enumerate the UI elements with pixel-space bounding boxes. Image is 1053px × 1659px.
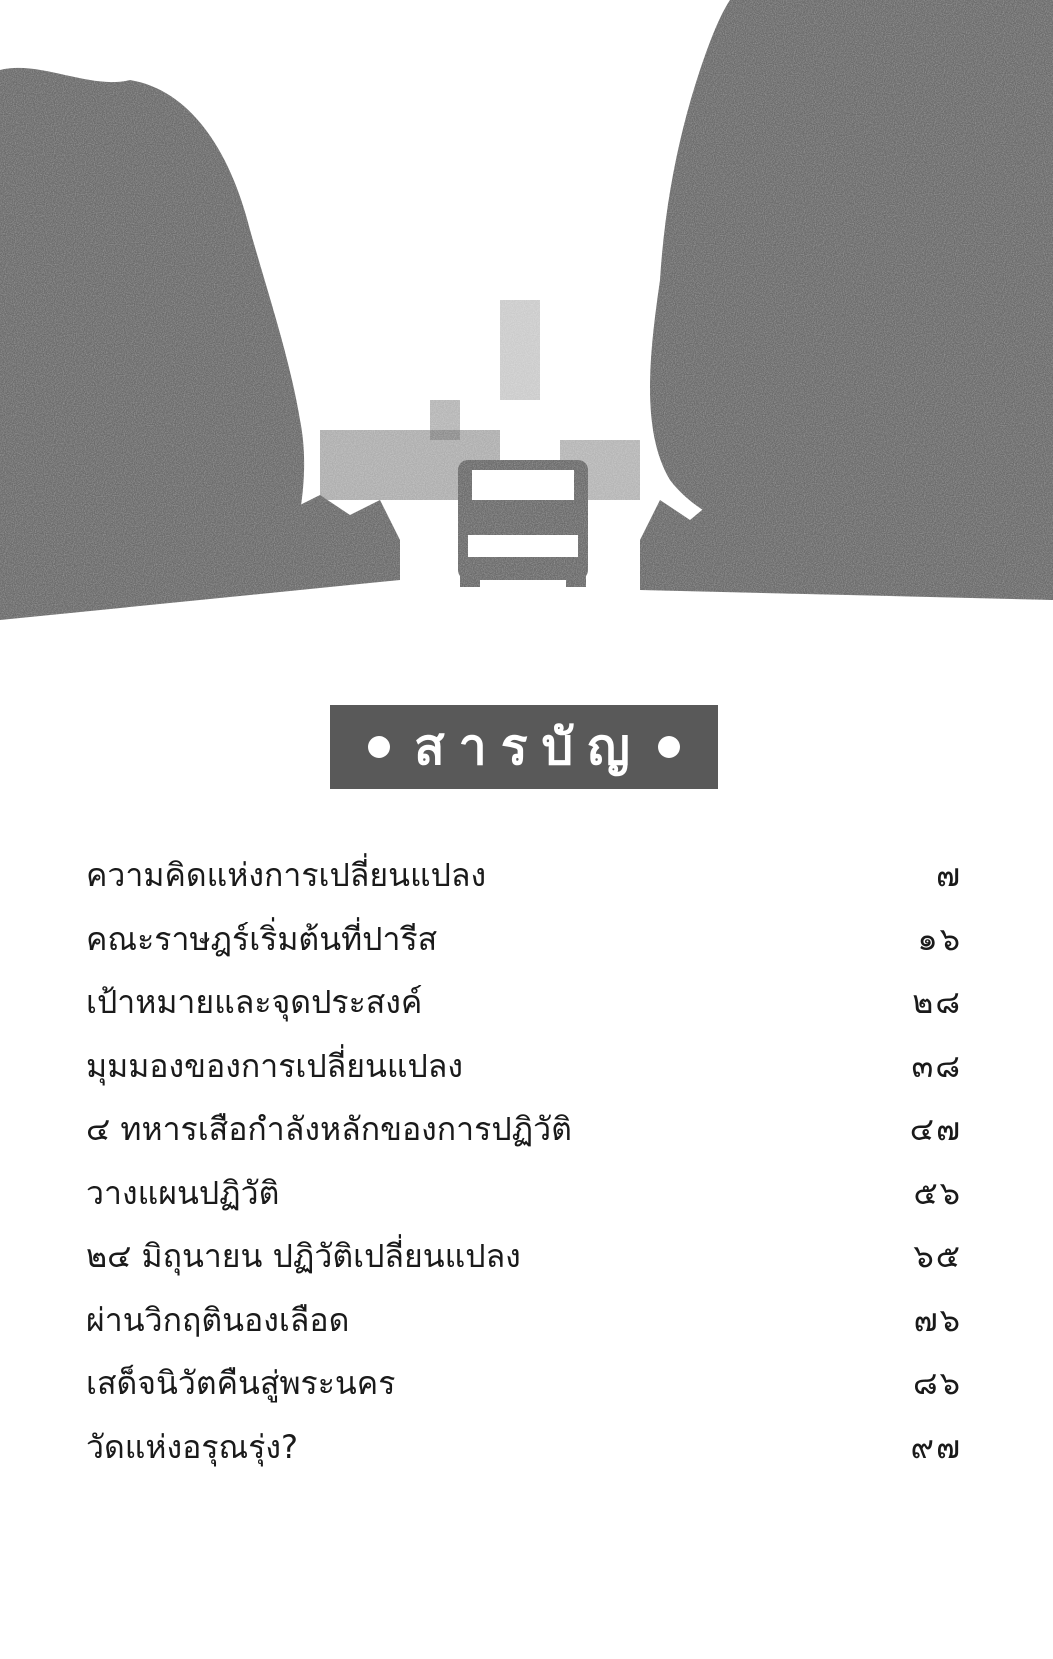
toc-entry <box>86 850 962 914</box>
toc-entry <box>86 1041 962 1105</box>
toc-title: วางแผนปฏิวัติ <box>86 1173 280 1212</box>
toc-page-number: ๒๘ <box>912 983 962 1021</box>
toc-title: วัดแห่งอรุณรุ่ง? <box>86 1427 298 1466</box>
toc-title: เป้าหมายและจุดประสงค์ <box>86 983 423 1021</box>
toc-page-number: ๙๗ <box>910 1427 962 1466</box>
toc-page-number: ๑๖ <box>917 919 962 958</box>
toc-entry <box>86 977 962 1041</box>
toc-page-number: ๘๖ <box>913 1364 962 1402</box>
toc-entry <box>86 1231 962 1295</box>
toc-entry <box>86 1358 962 1422</box>
toc-title: ๒๔ มิถุนายน ปฏิวัติเปลี่ยนแปลง <box>86 1237 521 1275</box>
toc-title: ความคิดแห่งการเปลี่ยนแปลง <box>86 856 487 894</box>
toc-entry <box>86 1295 962 1359</box>
title-banner <box>330 705 718 789</box>
toc-page-number: ๔๗ <box>909 1110 962 1148</box>
toc-title: ๔ ทหารเสือกำลังหลักของการปฏิวัติ <box>86 1110 572 1148</box>
street-scene-photo <box>0 0 1053 680</box>
toc-entry <box>86 1168 962 1232</box>
toc-title: คณะราษฎร์เริ่มต้นที่ปารีส <box>86 919 438 958</box>
page-title: สารบัญ <box>414 718 644 776</box>
bullet-icon <box>658 736 680 758</box>
toc-page-number: ๗๖ <box>913 1300 962 1339</box>
toc-page-number: ๗ <box>935 856 962 894</box>
toc-entry <box>86 914 962 978</box>
toc-title: เสด็จนิวัตคืนสู่พระนคร <box>86 1364 396 1402</box>
toc-page-number: ๖๕ <box>913 1237 962 1275</box>
table-of-contents <box>86 850 962 1485</box>
toc-page-number: ๓๘ <box>911 1046 962 1085</box>
toc-entry <box>86 1104 962 1168</box>
toc-title: ผ่านวิกฤตินองเลือด <box>86 1300 350 1339</box>
toc-entry <box>86 1422 962 1486</box>
bullet-icon <box>368 736 390 758</box>
toc-page-number: ๕๖ <box>913 1173 962 1212</box>
toc-title: มุมมองของการเปลี่ยนแปลง <box>86 1046 464 1085</box>
